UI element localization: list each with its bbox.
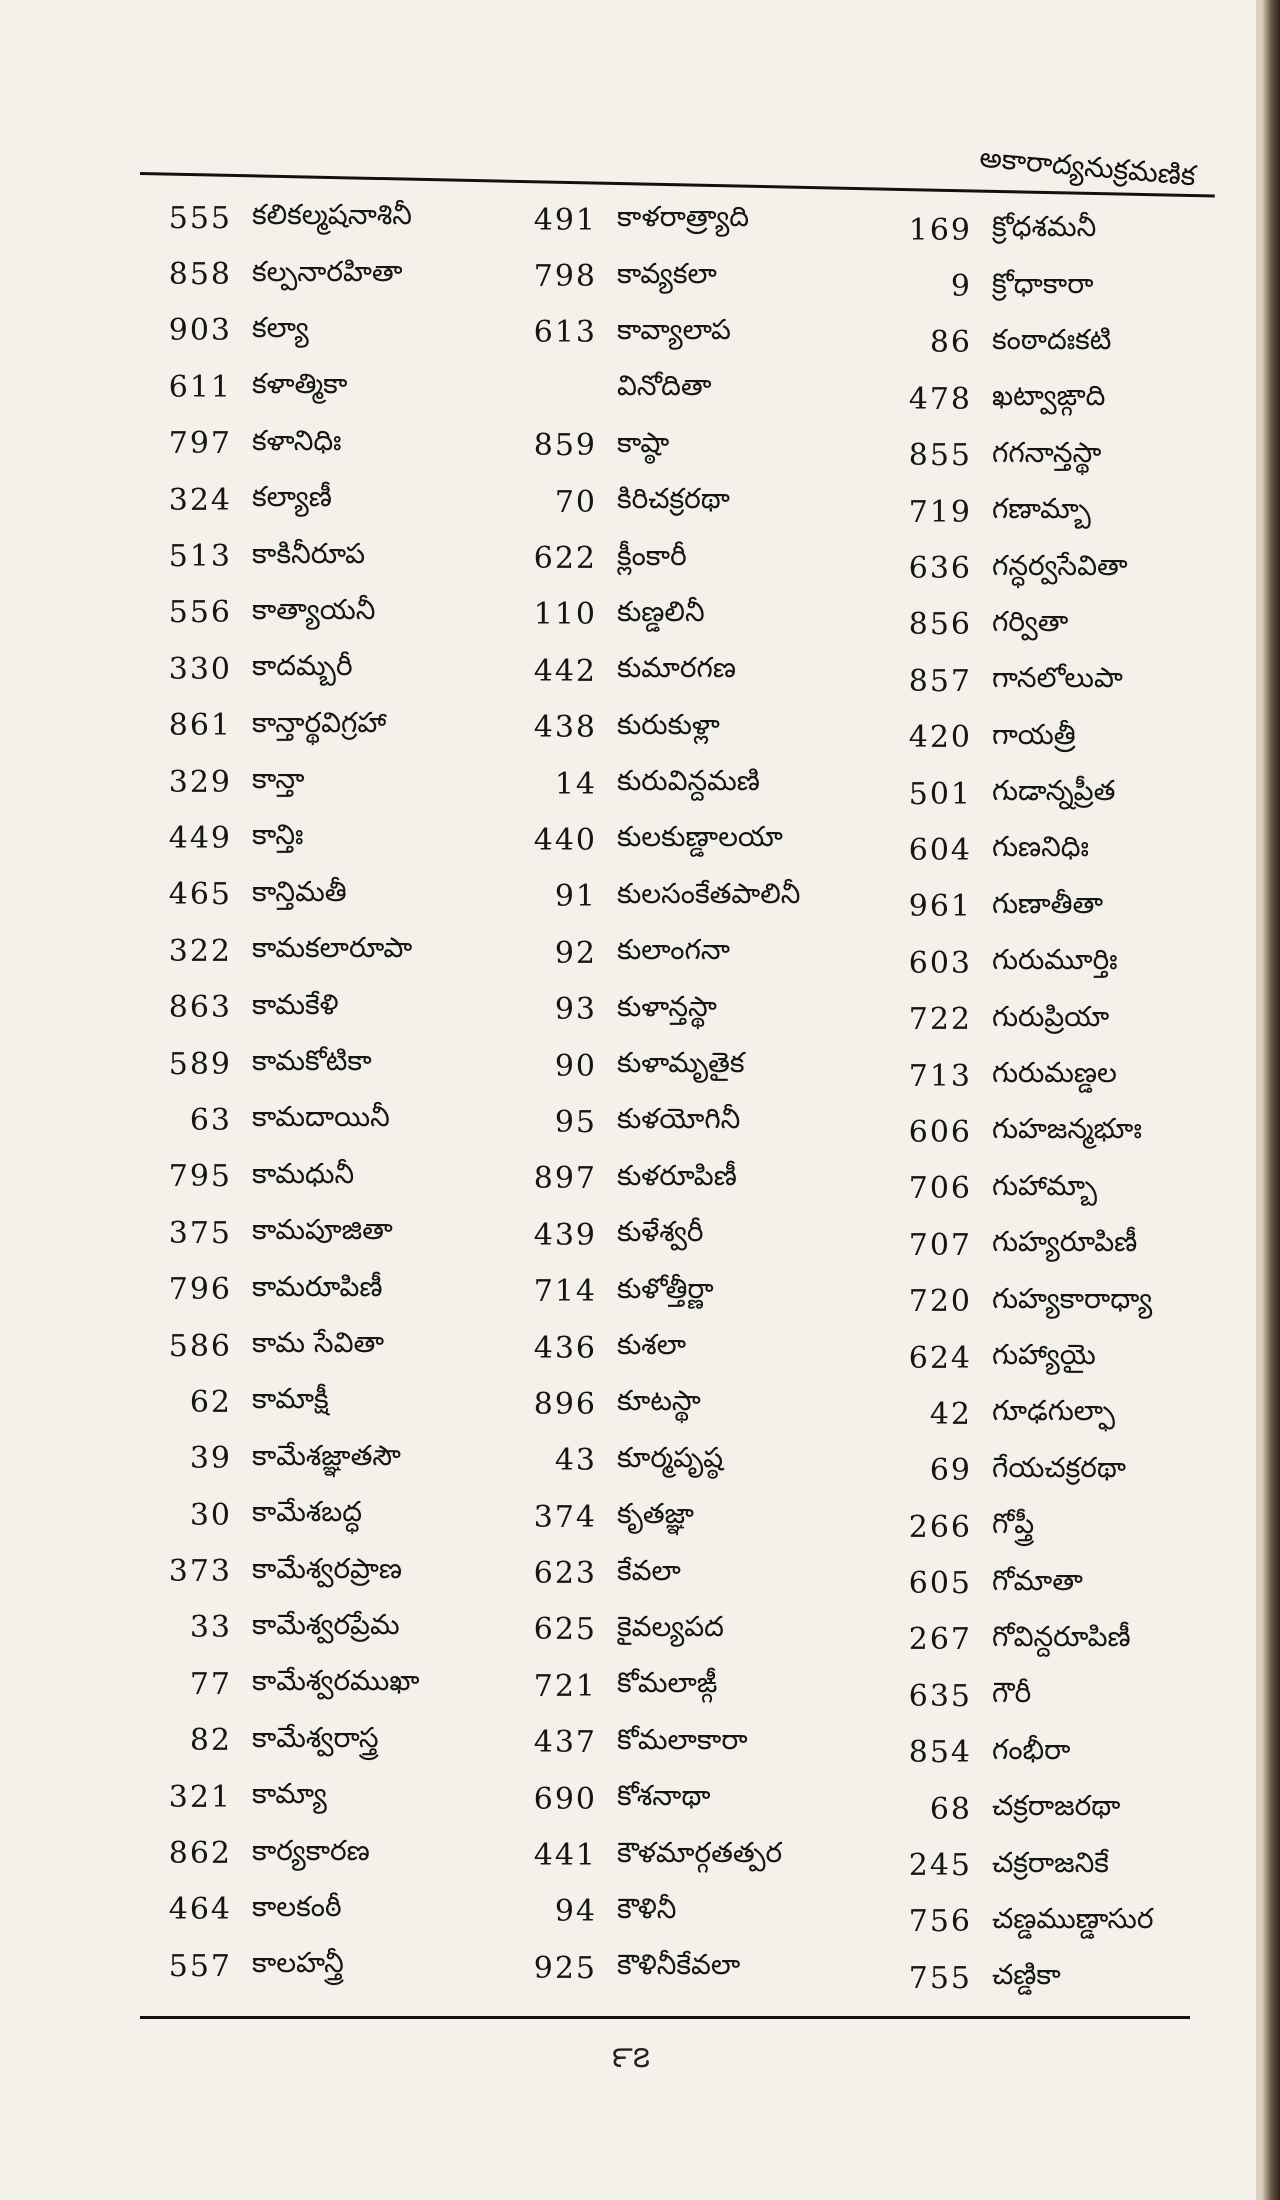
entry-name: కాదమ్బరీ (252, 649, 353, 683)
entry-name: కావ్యాలాప (617, 312, 731, 346)
entry-name: కిరిచక్రరథా (617, 482, 730, 516)
entry-number: 91 (554, 879, 597, 915)
index-column-2 (505, 192, 800, 1997)
entry-name: క్రోధాకారా (992, 266, 1094, 300)
index-entry (140, 1149, 420, 1205)
entry-name: కాన్తిమతీ (252, 874, 347, 908)
entry-name: గన్ధర్వసేవితా (992, 548, 1128, 582)
index-entry (880, 879, 1153, 935)
entry-name: కామేశబద్ధ (252, 1495, 363, 1529)
entry-number: 603 (908, 945, 972, 981)
index-entry (880, 766, 1153, 822)
entry-number: 491 (533, 202, 597, 238)
running-head: అకారాద్యనుక్రమణిక (978, 140, 1198, 193)
entry-number: 854 (908, 1735, 972, 1771)
entry-name: గౌరీ (992, 1676, 1032, 1710)
entry-name: కోమలాఙ్గీ (617, 1666, 718, 1700)
entry-name: కావ్యకలా (617, 256, 717, 290)
index-entry (140, 1374, 420, 1430)
index-entry (505, 756, 800, 812)
entry-name: గూఢగుల్ఫా (992, 1394, 1116, 1428)
index-column-3 (880, 202, 1153, 2007)
entry-name: గురుప్రియా (992, 999, 1110, 1033)
entry-number: 441 (533, 1838, 597, 1874)
index-entry (880, 1104, 1153, 1160)
entry-number: 92 (554, 935, 597, 971)
entry-number: 324 (168, 482, 232, 518)
index-entry (140, 190, 420, 246)
entry-name: కామేశ్వరముఖా (252, 1664, 420, 1698)
entry-name: కార్యకారణ (252, 1833, 370, 1867)
entry-number: 43 (554, 1443, 597, 1479)
index-entry (140, 1713, 420, 1769)
page-number: ౯౭ (611, 2040, 651, 2075)
entry-number: 95 (554, 1104, 597, 1140)
entry-name: కుమారగణ (617, 651, 736, 685)
entry-number: 856 (908, 607, 972, 643)
index-entry (505, 1715, 800, 1771)
index-entry (140, 1318, 420, 1374)
entry-number: 858 (168, 257, 232, 293)
entry-name: కూటస్థా (617, 1384, 701, 1418)
entry-name: కళానిధిః (252, 423, 342, 457)
index-entry (880, 1894, 1153, 1950)
bottom-rule (140, 2016, 1190, 2019)
entry-number: 77 (189, 1666, 232, 1702)
entry-number: 797 (168, 426, 232, 462)
index-entry (880, 1837, 1153, 1893)
index-entry (140, 1092, 420, 1148)
index-entry (140, 1487, 420, 1543)
entry-number: 720 (908, 1284, 972, 1320)
index-entry (140, 1431, 420, 1487)
index-entry (505, 530, 800, 586)
index-entry (140, 979, 420, 1035)
entry-name: కులాంగనా (617, 933, 730, 967)
index-entry (505, 474, 800, 530)
index-entry (505, 248, 800, 304)
index-entry (880, 822, 1153, 878)
entry-number: 110 (533, 597, 597, 633)
entry-name: కృతజ్ఞా (617, 1497, 694, 1531)
entry-number: 266 (908, 1509, 972, 1545)
entry-number: 855 (908, 438, 972, 474)
entry-name: కైవల్యపద (617, 1609, 724, 1643)
entry-number: 605 (908, 1566, 972, 1602)
entry-name: కంఠాదఃకటి (992, 322, 1112, 356)
entry-number: 755 (908, 1960, 972, 1996)
index-entry (880, 1273, 1153, 1329)
entry-name: కామేశ్వరప్రేమ (252, 1607, 400, 1641)
index-entry (505, 1884, 800, 1940)
entry-number: 863 (168, 990, 232, 1026)
entry-number: 622 (533, 541, 597, 577)
entry-name: కోమలాకారా (617, 1722, 748, 1756)
index-entry (505, 1489, 800, 1545)
entry-number: 442 (533, 653, 597, 689)
entry-name: కాళరాత్ర్యాది (617, 200, 750, 234)
entry-name: క్రోధశమనీ (992, 210, 1097, 244)
entry-name: కుళామృతైక (617, 1046, 745, 1080)
entry-name: చక్రరాజనికే (992, 1845, 1109, 1879)
entry-number: 555 (168, 200, 232, 236)
entry-number: 706 (908, 1171, 972, 1207)
entry-name: గురుమూర్తిః (992, 943, 1118, 977)
index-entry (140, 528, 420, 584)
index-entry (505, 1940, 800, 1996)
entry-number: 635 (908, 1678, 972, 1714)
index-entry (880, 540, 1153, 596)
entry-name: కుళయోగినీ (617, 1102, 741, 1136)
entry-number: 861 (168, 708, 232, 744)
entry-number: 613 (533, 315, 597, 351)
entry-number: 439 (533, 1217, 597, 1253)
index-entry (880, 1555, 1153, 1611)
index-entry (505, 192, 800, 248)
entry-number: 756 (908, 1904, 972, 1940)
entry-number: 589 (168, 1046, 232, 1082)
index-entry (880, 1161, 1153, 1217)
index-entry (880, 1386, 1153, 1442)
entry-number: 14 (554, 766, 597, 802)
index-entry (880, 315, 1153, 371)
index-entry (505, 1545, 800, 1601)
entry-name: కుళాన్తస్థా (617, 989, 717, 1023)
index-entry (505, 1376, 800, 1432)
index-entry (880, 1217, 1153, 1273)
entry-number: 690 (533, 1781, 597, 1817)
entry-name: గంభీరా (992, 1732, 1071, 1766)
entry-name: కురుకుళ్లా (617, 707, 720, 741)
entry-number: 857 (908, 663, 972, 699)
entry-number: 39 (189, 1441, 232, 1477)
entry-name: కామేశజ్ఞాతసౌ (252, 1438, 401, 1472)
index-entry (505, 869, 800, 925)
index-entry (140, 1769, 420, 1825)
entry-name: కామకేళి (252, 987, 339, 1021)
entry-name: కామకోటికా (252, 1044, 372, 1078)
entry-number: 30 (189, 1497, 232, 1533)
entry-name: గుణాతీతా (992, 886, 1104, 920)
index-entry (505, 1602, 800, 1658)
index-entry (140, 1543, 420, 1599)
entry-name: కాలహన్త్రీ (252, 1946, 344, 1980)
entry-name: కాన్తా (252, 762, 305, 796)
entry-number: 625 (533, 1612, 597, 1648)
entry-name: కౌళినీ (617, 1891, 677, 1925)
index-entry (880, 935, 1153, 991)
entry-name: కుశలా (617, 1328, 687, 1361)
index-entry (140, 1825, 420, 1881)
entry-number: 611 (168, 369, 232, 405)
entry-number: 90 (554, 1048, 597, 1084)
index-entry (140, 1261, 420, 1317)
entry-number: 373 (168, 1554, 232, 1590)
index-entry (880, 991, 1153, 1047)
entry-name: కామపూజితా (252, 1213, 393, 1247)
entry-number: 267 (908, 1622, 972, 1658)
entry-name: కామదాయినీ (252, 1100, 390, 1134)
entry-number: 437 (533, 1725, 597, 1761)
index-entry (505, 1827, 800, 1883)
entry-name: కామ సేవితా (252, 1326, 385, 1359)
entry-name: కాన్తిః (252, 818, 304, 852)
index-entry (140, 754, 420, 810)
entry-number: 623 (533, 1556, 597, 1592)
entry-name: గుహామ్బా (992, 1168, 1098, 1202)
entry-name: గణామ్బా (992, 492, 1091, 526)
entry-number: 714 (533, 1274, 597, 1310)
entry-number: 436 (533, 1330, 597, 1366)
index-entry (880, 258, 1153, 314)
index-entry (880, 1443, 1153, 1499)
entry-name: వినోదితా (617, 369, 712, 403)
index-entry (505, 1094, 800, 1150)
entry-name: కౌళమార్గతత్పర (617, 1835, 783, 1869)
index-entry (880, 653, 1153, 709)
entry-name: గుణనిధిః (992, 830, 1089, 864)
entry-name: చణ్డికా (992, 1958, 1061, 1992)
index-entry (505, 1771, 800, 1827)
index-entry (880, 484, 1153, 540)
entry-number: 329 (168, 764, 232, 800)
entry-number: 606 (908, 1114, 972, 1150)
entry-name: కాత్యాయనీ (252, 592, 376, 626)
index-entry (505, 1207, 800, 1263)
entry-name: కులసంకేతపాలినీ (617, 876, 801, 910)
entry-number: 245 (908, 1848, 972, 1884)
index-entry (505, 1263, 800, 1319)
index-entry (880, 1048, 1153, 1104)
index-entry (140, 810, 420, 866)
index-entry (140, 1882, 420, 1938)
entry-number: 449 (168, 820, 232, 856)
entry-name: కామేశ్వరాస్త్ర (252, 1720, 379, 1754)
entry-name: గోప్త్రీ (992, 1507, 1035, 1541)
entry-name: గేయచక్రరథా (992, 1450, 1126, 1484)
index-entry (880, 1725, 1153, 1781)
index-entry (505, 925, 800, 981)
entry-number: 322 (168, 933, 232, 969)
entry-number: 62 (189, 1384, 232, 1420)
entry-name: కలికల్మషనాశినీ (252, 198, 412, 232)
entry-number: 862 (168, 1836, 232, 1872)
entry-name: కాలకంఠీ (252, 1889, 342, 1923)
entry-number: 556 (168, 595, 232, 631)
entry-name: కేవలా (617, 1553, 681, 1587)
entry-name: కురువిన్దమణి (617, 764, 760, 798)
entry-name: కామ్యా (252, 1777, 327, 1811)
entry-number: 464 (168, 1892, 232, 1928)
index-entry (140, 698, 420, 754)
entry-name: గోమాతా (992, 1563, 1083, 1597)
entry-number: 501 (908, 776, 972, 812)
entry-name: కల్యాణీ (252, 480, 332, 514)
entry-number: 859 (533, 428, 597, 464)
entry-name: కల్యా (252, 310, 309, 344)
entry-number: 707 (908, 1227, 972, 1263)
index-entry (140, 923, 420, 979)
entry-name: కులకుణ్డాలయా (617, 820, 783, 854)
index-entry (140, 1656, 420, 1712)
entry-number: 713 (908, 1058, 972, 1094)
entry-number: 586 (168, 1328, 232, 1364)
entry-name: కామకలారూపా (252, 931, 413, 965)
entry-name: కుళేశ్వరీ (617, 1215, 704, 1249)
index-entry (505, 1038, 800, 1094)
entry-name: కళాత్మికా (252, 367, 348, 401)
index-entry (880, 1612, 1153, 1668)
entry-name: చక్రరాజరథా (992, 1789, 1121, 1823)
entry-number: 70 (554, 484, 597, 520)
index-entry (880, 710, 1153, 766)
index-entry (505, 418, 800, 474)
entry-number: 798 (533, 259, 597, 295)
index-entry (505, 643, 800, 699)
index-entry (505, 1320, 800, 1376)
entry-name: గగనాన్తస్థా (992, 435, 1102, 469)
entry-number: 440 (533, 822, 597, 858)
entry-name: కామధునీ (252, 1156, 355, 1190)
index-entry (505, 587, 800, 643)
entry-number: 961 (908, 889, 972, 925)
entry-number: 68 (929, 1791, 972, 1827)
index-entry (140, 359, 420, 415)
entry-number: 438 (533, 710, 597, 746)
entry-name: గుహ్యకారాధ్యా (992, 1281, 1153, 1315)
index-entry (140, 867, 420, 923)
entry-number: 604 (908, 832, 972, 868)
entry-number: 93 (554, 992, 597, 1028)
index-entry (505, 1433, 800, 1489)
index-entry (880, 597, 1153, 653)
index-entry (880, 371, 1153, 427)
index-entry (505, 361, 800, 417)
entry-name: కాష్ఠా (617, 425, 670, 459)
entry-name: గానలోలుపా (992, 661, 1123, 695)
entry-number: 94 (554, 1894, 597, 1930)
entry-number: 896 (533, 1386, 597, 1422)
index-entry (140, 641, 420, 697)
entry-number: 478 (908, 381, 972, 417)
index-entry (505, 981, 800, 1037)
entry-name: కౌళినీకేవలా (617, 1948, 741, 1982)
entry-number: 374 (533, 1499, 597, 1535)
entry-number: 796 (168, 1272, 232, 1308)
entry-number: 624 (908, 1340, 972, 1376)
index-entry (140, 246, 420, 302)
entry-number: 465 (168, 877, 232, 913)
index-entry (505, 700, 800, 756)
index-entry (140, 472, 420, 528)
index-entry (140, 1205, 420, 1261)
entry-name: గుహ్యాయై (992, 1338, 1096, 1371)
entry-name: గాయత్రీ (992, 717, 1076, 751)
entry-name: కాకినీరూప (252, 536, 366, 570)
entry-number: 557 (168, 1948, 232, 1984)
entry-name: గర్వితా (992, 604, 1069, 638)
entry-number: 925 (533, 1950, 597, 1986)
entry-number: 9 (950, 269, 972, 305)
entry-name: కామరూపిణీ (252, 1269, 383, 1303)
entry-number: 321 (168, 1779, 232, 1815)
entry-name: కాన్తార్థవిగ్రహా (252, 705, 387, 739)
entry-number: 42 (929, 1396, 972, 1432)
entry-number: 82 (189, 1723, 232, 1759)
entry-name: కుళోత్తీర్ణా (617, 1271, 714, 1305)
entry-name: క్లీంకారీ (617, 538, 687, 572)
entry-name: ఖట్వాఙ్గాది (992, 379, 1106, 413)
entry-number: 903 (168, 313, 232, 349)
index-entry (140, 416, 420, 472)
index-entry (505, 812, 800, 868)
index-entry (880, 1950, 1153, 2006)
index-entry (140, 1938, 420, 1994)
entry-number: 69 (929, 1453, 972, 1489)
entry-name: కుణ్డలినీ (617, 594, 705, 628)
entry-number: 86 (929, 325, 972, 361)
entry-name: చణ్డముణ్డాసుర (992, 1901, 1154, 1935)
entry-number: 795 (168, 1159, 232, 1195)
entry-number: 513 (168, 539, 232, 575)
entry-name: కామాక్షీ (252, 1382, 329, 1416)
index-entry (880, 1499, 1153, 1555)
index-entry (880, 1781, 1153, 1837)
entry-name: కామేశ్వరప్రాణ (252, 1551, 403, 1585)
index-entry (505, 1151, 800, 1207)
entry-name: గుహజన్మభూః (992, 1112, 1142, 1146)
entry-number: 169 (908, 212, 972, 248)
entry-number: 721 (533, 1668, 597, 1704)
entry-name: గురుమణ్డల (992, 1056, 1117, 1090)
index-entry (140, 303, 420, 359)
index-entry (140, 1036, 420, 1092)
index-entry (505, 1658, 800, 1714)
index-entry (880, 1330, 1153, 1386)
index-column-1 (140, 190, 420, 1995)
entry-number: 719 (908, 494, 972, 530)
index-entry (140, 1600, 420, 1656)
entry-number: 330 (168, 651, 232, 687)
entry-number: 63 (189, 1102, 232, 1138)
entry-name: గుడాన్నప్రీత (992, 774, 1116, 808)
index-entry (880, 1668, 1153, 1724)
entry-number: 33 (189, 1610, 232, 1646)
entry-number: 636 (908, 551, 972, 587)
entry-number: 420 (908, 720, 972, 756)
index-entry (140, 585, 420, 641)
entry-name: కూర్మపృష్ఠ (617, 1440, 724, 1474)
index-entry (880, 202, 1153, 258)
index-entry (880, 428, 1153, 484)
entry-name: కోశనాథా (617, 1779, 711, 1813)
page-edge-shadow (1262, 0, 1280, 2200)
entry-name: కుళరూపిణీ (617, 1158, 737, 1192)
entry-name: కల్పనారహితా (252, 254, 403, 288)
index-entry (505, 305, 800, 361)
entry-name: గుహ్యరూపిణీ (992, 1225, 1138, 1259)
entry-number: 375 (168, 1215, 232, 1251)
entry-number: 897 (533, 1161, 597, 1197)
entry-name: గోవిన్దరూపిణీ (992, 1619, 1131, 1653)
entry-number: 722 (908, 1002, 972, 1038)
